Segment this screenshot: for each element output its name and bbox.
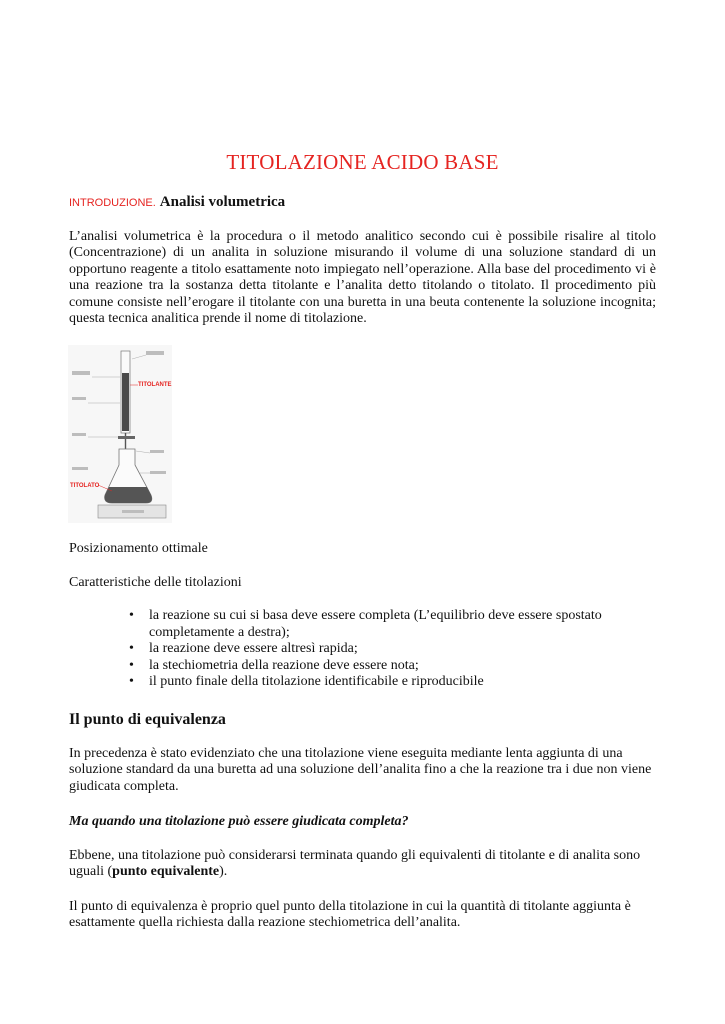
intro-paragraph: L’analisi volumetrica è la procedura o il metodo analitico secondo cui è possibile risalire al titolo (Concentrazione) di un analita in soluzione misurando il volume di una soluzione standard di un opportuno reagente a titolo esattamente noto impiegato nell’operazione. Alla base del procedimento vi è una reazione tra la sostanza detta titolante e l’analita detto titolando o titolato. Il procedimento più comune consiste nell’erogare il titolante con una buretta in una beuta contenente la soluzione incognita; questa tecnica analitica prende il nome di titolazione. [69,229,656,327]
figure-caption: Posizionamento ottimale [69,541,208,556]
completion-text-after: ). [219,864,228,880]
characteristics-heading: Caratteristiche delle titolazioni [69,575,242,590]
section-heading: Il punto di equivalenza [69,711,226,728]
intro-label: INTRODUZIONE. [69,197,156,209]
intro-line [69,193,285,211]
bullet: • [129,608,134,623]
bullet: • [129,674,134,689]
completion-paragraph [69,848,656,881]
completion-text-bold: punto equivalente [112,864,220,880]
small-label-mark [150,450,164,453]
small-label-mark [72,433,86,436]
burette-liquid [122,373,129,431]
list-item-text: il punto finale della titolazione identificabile e riproducibile [149,674,484,689]
list-item-text: la reazione su cui si basa deve essere completa (L’equilibrio deve essere spostato completamente a destra); [149,608,602,640]
equivalence-paragraph: In precedenza è stato evidenziato che una titolazione viene eseguita mediante lenta aggiunta di una soluzione standard da una buretta ad una soluzione dell’analita fino a che la reazione tra i due non viene giudicata completa. [69,746,652,794]
characteristics-list [129,608,669,691]
document-title: TITOLAZIONE ACIDO BASE [226,150,499,174]
question-line: Ma quando una titolazione può essere giudicata completa? [69,814,409,829]
list-item [129,608,669,641]
list-item [129,657,669,675]
small-label-mark [122,510,144,513]
titolante-label: TITOLANTE [138,382,172,388]
intro-heading: Analisi volumetrica [159,194,286,210]
small-label-mark [146,351,164,355]
stopcock [118,436,135,439]
flask-liquid [105,487,152,503]
titolato-label: TITOLATO [70,483,100,489]
bullet: • [129,657,134,673]
definition-paragraph: Il punto di equivalenza è proprio quel punto della titolazione in cui la quantità di titolante aggiunta è esattamente quella richiesta dalla reazione stechiometrica dell’analita. [69,899,631,931]
small-label-mark [150,471,166,474]
completion-text-before: Ebbene, una titolazione può considerarsi terminata quando gli equivalenti di titolante e di analita sono uguali ( [69,848,641,880]
titration-apparatus-image [68,345,172,523]
list-item [129,641,669,658]
small-label-mark [72,397,86,400]
small-label-mark [72,371,90,375]
bullet: • [129,641,134,656]
list-item-text: la stechiometria della reazione deve essere nota; [149,657,419,673]
list-item [129,674,669,691]
list-item-text: la reazione deve essere altresì rapida; [149,641,358,656]
small-label-mark [72,467,88,470]
